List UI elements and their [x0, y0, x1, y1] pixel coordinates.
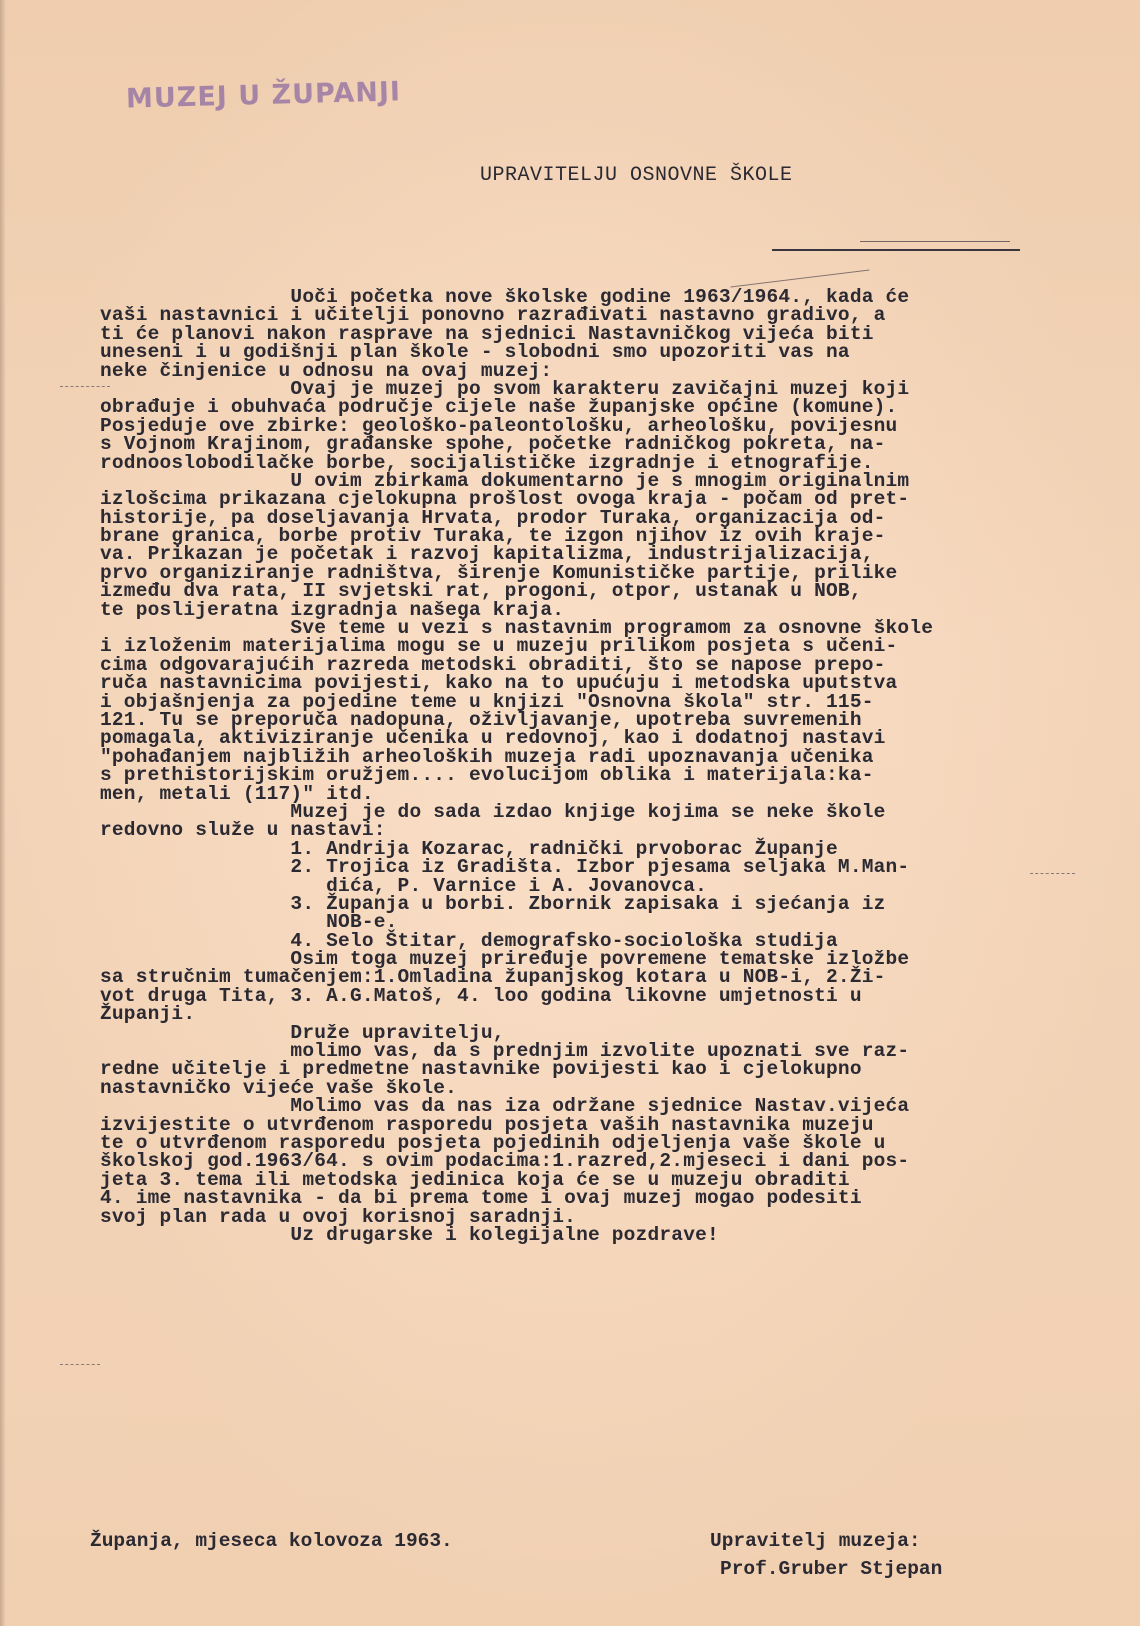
letter-line: svoj plan rada u ovoj korisnoj saradnji. [100, 1205, 577, 1228]
letter-line: vot druga Tita, 3. A.G.Matoš, 4. loo godina likovne umjetnosti u [100, 984, 862, 1007]
letter-line: izvijestite o utvrđenom rasporedu posjeta vaših nastavnika muzeju [100, 1113, 874, 1136]
letter-line: ti će planovi nakon rasprave na sjednici Nastavničkog vijeća biti [100, 322, 874, 345]
letter-line: ruča nastavnicima povijesti, kako na to upućuju i metodska uputstva [100, 672, 898, 695]
letter-line: i izloženim materijalima mogu se u muzeju prilikom posjeta s učeni- [100, 635, 898, 658]
letter-line: redne učitelje i predmetne nastavnike povijesti kao i cjelokupno [100, 1058, 862, 1081]
letter-line: jeta 3. tema ili metodska jedinica koja će se u muzeju obraditi [100, 1168, 850, 1191]
letter-line: molimo vas, da s prednjim izvolite upoznati sve raz- [100, 1040, 910, 1063]
letter-line: NOB-e. [100, 911, 398, 934]
letter-line: nastavničko vijeće vaše škole. [100, 1076, 458, 1099]
letter-line: Muzej je do sada izdao knjige kojima se neke škole [100, 800, 886, 823]
letter-line: cima odgovarajućih razreda metodski obraditi, što se naposе prepo- [100, 653, 886, 676]
signature-title: Upravitelj muzeja: [710, 1530, 921, 1552]
underline-rule-faint [860, 241, 1010, 242]
letter-line: Osim toga muzej priređuje povremene tematske izložbe [100, 948, 910, 971]
letter-line: vaši nastavnici i učitelji ponovno razrađivati nastavno gradivo, a [100, 304, 886, 327]
place-and-date: Županja, mjeseca kolovoza 1963. [90, 1530, 453, 1552]
letter-line: Molimo vas da nas iza održane sjednice Nastav.vijeća [100, 1095, 910, 1118]
letter-line: redovno služe u nastavi: [100, 819, 386, 842]
letter-line: i objašnjenja za pojedine teme u knjizi "Osnovna škola" str. 115- [100, 690, 874, 713]
margin-mark [60, 1364, 100, 1365]
letter-line: te poslijeratna izgradnja našega kraja. [100, 598, 565, 621]
letter-line: va. Prikazan je početak i razvoj kapitalizma, industrijalizacija, [100, 543, 874, 566]
letter-line: 4. Selo Štitar, demografsko-sociološka studija [100, 929, 838, 952]
letter-line: historije, pa doseljavanja Hrvata, prodor Turaka, organizacija od- [100, 506, 886, 529]
letter-line: s Vojnom Krajinom, građanske spohe, početke radničkog pokreta, na- [100, 433, 886, 456]
letter-body [100, 288, 1075, 1244]
letter-line: prvo organiziranje radništva, širenje Komunističke partije, prilike [100, 561, 898, 584]
letter-line: brane granica, borbe protiv Turaka, te izgon njihov iz ovih kraje- [100, 525, 886, 548]
letter-line: Uoči početka nove školske godine 1963/1964., kada će [100, 286, 910, 308]
underline-rule [772, 249, 1020, 251]
letter-line: Posjeduje ove zbirke: geološko-paleontološku, arheološku, povijesnu [100, 414, 898, 437]
letter-line: te o utvrđenom rasporedu posjeta pojedinih odjeljenja vaše škole u [100, 1131, 886, 1154]
letter-line: 4. ime nastavnika - da bi prema tome i ovaj muzej mogao podesiti [100, 1187, 862, 1210]
letter-line: Županji. [100, 1003, 196, 1026]
letter-line: 2. Trojica iz Gradišta. Izbor pjesama seljaka M.Man- [100, 856, 910, 879]
addressee-heading: UPRAVITELJU OSNOVNE ŠKOLE [480, 164, 793, 187]
letter-line: uneseni i u godišnji plan škole - slobodni smo upozoriti vas na [100, 341, 850, 364]
letter-line: Druže upravitelju, [100, 1021, 505, 1044]
paper-edge-shadow [0, 0, 6, 1626]
letter-line: Sve teme u vezi s nastavnim programom za osnovne škole [100, 617, 934, 640]
letter-line: izlošcima prikazana cjelokupna prošlost ovoga kraja - počam od pret- [100, 488, 910, 511]
letter-line: s prethistorijskim oružjem.... evolucijom oblika i materijala:ka- [100, 764, 874, 787]
letter-line: men, metali (117)" itd. [100, 782, 374, 805]
letter-line: 3. Županja u borbi. Zbornik zapisaka i sjećanja iz [100, 892, 886, 915]
letter-line: dića, P. Varnice i A. Jovanovca. [100, 874, 707, 897]
letter-line: neke činjenice u odnosu na ovaj muzej: [100, 359, 553, 382]
letter-line: školskoj god.1963/64. s ovim podacima:1.razred,2.mjeseci i dani pos- [100, 1150, 910, 1173]
letter-line: rodnooslobodilačke borbe, socijalističke izgradnje i etnografije. [100, 451, 874, 474]
letter-line: između dva rata, II svjetski rat, progoni, otpor, ustanak u NOB, [100, 580, 862, 603]
letter-line: "pohađanjem najbližih arheoloških muzeja radi upoznavanja učenika [100, 745, 874, 768]
letter-line: Ovaj je muzej po svom karakteru zavičajni muzej koji [100, 377, 910, 400]
letter-line: Uz drugarske i kolegijalne pozdrave! [100, 1223, 719, 1246]
letter-line: obrađuje i obuhvaća područje cijele naše županjske općine (komune). [100, 396, 898, 419]
letter-line: 121. Tu se preporuča nadopuna, oživljavanje, upotreba suvremenih [100, 708, 862, 731]
letter-line: sa stručnim tumačenjem:1.Omladina županjskog kotara u NOB-i, 2.Ži- [100, 966, 886, 989]
signature-name: Prof.Gruber Stjepan [720, 1558, 943, 1580]
museum-stamp: MUZEJ U ŽUPANJI [125, 76, 402, 115]
letter-line: 1. Andrija Kozarac, radnički prvoborac Županje [100, 837, 838, 860]
letter-line: U ovim zbirkama dokumentarno je s mnogim originalnim [100, 469, 910, 492]
letter-line: pomagala, aktiviziranje učenika u redovnoj, kao i dodatnoj nastavi [100, 727, 886, 750]
pen-stroke [730, 269, 869, 287]
